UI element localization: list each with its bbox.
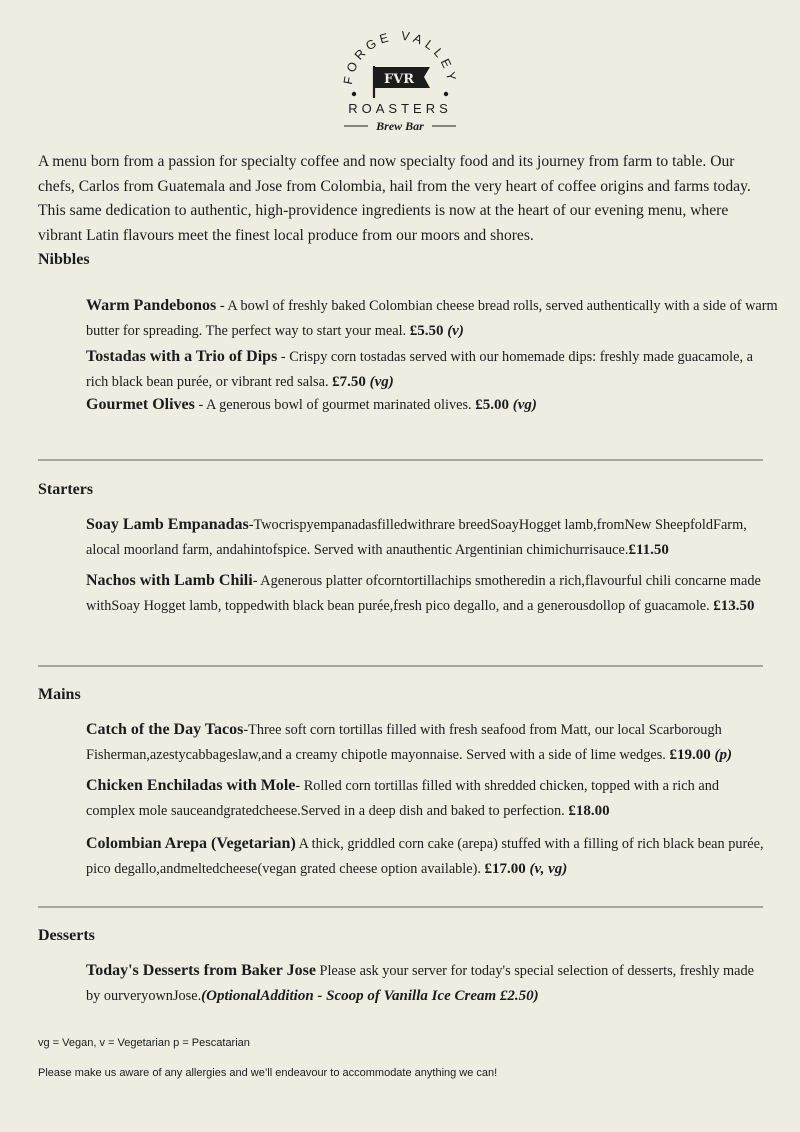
section-divider: [38, 665, 763, 667]
item-price: £18.00: [568, 802, 610, 819]
item-name: Nachos with Lamb Chili: [86, 572, 253, 589]
logo-arc-text: FORGE VALLEY: [340, 28, 460, 86]
logo-dot-left: [352, 92, 356, 96]
item-desc: -Twocrispyempanadasfilledwithrare breedSoayHogget lamb,fromNew SheepfoldFarm, alocal moorland farm, andahintofspice. Served with anauthentic Argentinian chimichurrisauce.: [86, 517, 747, 558]
item-price: £11.50: [628, 541, 669, 558]
menu-item: [86, 718, 766, 767]
item-desc: -Three soft corn tortillas filled with fresh seafood from Matt, our local Scarborough Fisherman,azestycabbageslaw,and a creamy chipotle mayonnaise. Served with a side of lime wedges.: [86, 722, 722, 763]
section-title-mains: Mains: [38, 686, 81, 703]
item-desc: A thick, griddled corn cake (arepa) stuffed with a filling of rich black bean purée, pico degallo,andmeltedcheese(vegan grated cheese option available).: [86, 836, 764, 877]
menu-item: [86, 294, 800, 343]
menu-item: [86, 345, 766, 394]
item-name: Today's Desserts from Baker Jose: [86, 962, 316, 979]
section-divider: [38, 459, 763, 461]
intro-text: A menu born from a passion for specialty coffee and now specialty food and its journey from farm to table. Our chefs, Carlos from Guatemala and Jose from Colombia, hail from the very heart of coffee origins and farms today. This same dedication to authentic, high-providence ingredients is now at the heart of our evening menu, where vibrant Latin flavours meet the finest local produce from our moors and shores.: [38, 153, 751, 244]
item-desc: - A bowl of freshly baked Colombian cheese bread rolls, served authentically with a side of warm butter for spreading. The perfect way to start your meal.: [86, 298, 778, 339]
menu-item: [86, 513, 766, 562]
item-desc: - Agenerous platter ofcorntortillachips smotheredin a rich,flavourful chili concarne made withSoay Hogget lamb, toppedwith black bean purée,fresh pico degallo, and a generousdollop of guacamole.: [86, 573, 761, 614]
item-name: Warm Pandebonos: [86, 297, 217, 314]
item-diet: (p): [710, 746, 732, 763]
menu-item: [86, 393, 766, 418]
item-name: Catch of the Day Tacos: [86, 721, 244, 738]
forge-valley-logo: [330, 20, 470, 135]
item-price: £13.50: [713, 597, 755, 614]
item-name: Colombian Arepa (Vegetarian): [86, 835, 296, 852]
item-name: Tostadas with a Trio of Dips: [86, 348, 278, 365]
menu-item: [86, 774, 766, 823]
item-name: Gourmet Olives: [86, 396, 195, 413]
section-title-desserts: Desserts: [38, 927, 95, 944]
menu-item: [86, 959, 766, 1008]
menu-item: [86, 569, 766, 618]
item-diet: (OptionalAddition - Scoop of Vanilla Ice Cream £2.50): [201, 987, 539, 1004]
item-price: £19.00: [669, 746, 711, 763]
item-desc: - Rolled corn tortillas filled with shredded chicken, topped with a rich and complex mole sauceandgratedcheese.Served in a deep dish and baked to perfection.: [86, 778, 719, 819]
diet-legend: vg = Vegan, v = Vegetarian p = Pescatarian: [38, 1037, 250, 1049]
item-diet: (vg): [508, 397, 537, 413]
logo-monogram: FVR: [383, 72, 415, 87]
allergy-note: Please make us aware of any allergies and we’ll endeavour to accommodate anything we can!: [38, 1067, 498, 1079]
item-name: Chicken Enchiladas with Mole: [86, 777, 296, 794]
item-desc: Please ask your server for today's special selection of desserts, freshly made by ourveryownJose.: [86, 963, 755, 1004]
item-name: Soay Lamb Empanadas: [86, 516, 249, 533]
section-title-starters: Starters: [38, 481, 94, 498]
section-title-nibbles: Nibbles: [38, 251, 90, 268]
logo-subtitle: Brew Bar: [376, 119, 424, 133]
item-price: £5.00: [475, 397, 509, 413]
item-diet: (v, vg): [525, 860, 568, 877]
section-divider: [38, 906, 763, 908]
item-desc: - Crispy corn tostadas served with our homemade dips: freshly made guacamole, a rich black bean purée, or vibrant red salsa.: [86, 349, 753, 390]
item-price: £5.50: [409, 322, 444, 339]
menu-item: [86, 832, 766, 881]
item-desc: - A generous bowl of gourmet marinated olives.: [194, 397, 476, 413]
item-price: £7.50: [332, 373, 366, 390]
logo-name: ROASTERS: [348, 101, 452, 116]
item-price: £17.00: [484, 860, 526, 877]
item-diet: (vg): [365, 373, 394, 390]
logo-dot-right: [444, 92, 448, 96]
item-diet: (v): [443, 322, 464, 339]
